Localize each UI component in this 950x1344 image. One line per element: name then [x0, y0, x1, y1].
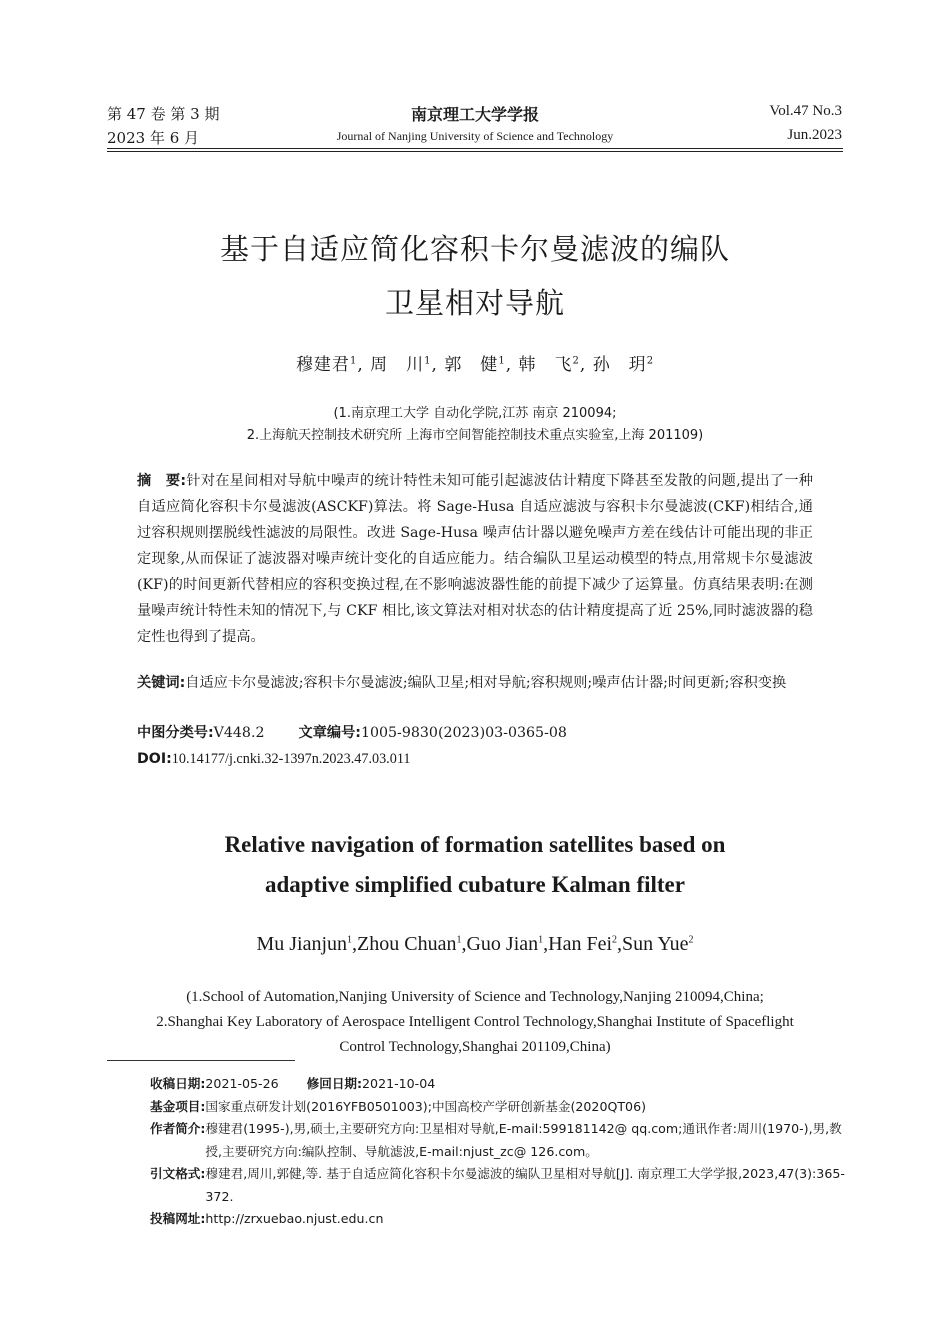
- author-en: Mu Jianjun$^1$,: [256, 933, 358, 955]
- citation-note: [150, 1163, 845, 1208]
- bio-note: [150, 1118, 845, 1163]
- revised-value: 2021-10-04: [362, 1076, 436, 1091]
- paper-title-en: [0, 825, 950, 905]
- abstract-cn: [137, 468, 813, 650]
- received-value: 2021-05-26: [205, 1076, 279, 1091]
- author-en: Guo Jian$^1$,: [466, 933, 549, 955]
- keywords-text: 自适应卡尔曼滤波;容积卡尔曼滤波;编队卫星;相对导航;容积规则;噪声估计器;时间更新;容积变换: [185, 675, 787, 691]
- bio-label: 作者简介:: [150, 1121, 206, 1136]
- header-date-cn: 2023 年 6 月: [107, 129, 200, 147]
- bio-value: 穆建君(1995-),男,硕士,主要研究方向:卫星相对导航,E-mail:599181142@ qq.com;通讯作者:周川(1970-),男,教授,主要研究方向:编队控制、导航滤波,E-mail:njust_zc@ 126.com。: [205, 1121, 842, 1159]
- author-cn: 孙 玥$^2$: [592, 355, 655, 375]
- affiliation-en-1: (1.School of Automation,Nanjing University of Science and Technology,Nanjing 210094,China;: [186, 989, 764, 1005]
- submission-url-label: 投稿网址:: [150, 1211, 206, 1226]
- submission-url-link[interactable]: http://zrxuebao.njust.edu.cn: [205, 1211, 384, 1226]
- submission-url-note: [150, 1208, 845, 1231]
- header-journal-cn: 南京理工大学学报: [410, 105, 539, 124]
- header-date-en: Jun.2023: [787, 127, 842, 143]
- clc-value: V448.2: [213, 725, 265, 741]
- footnote-rule: [107, 1060, 295, 1061]
- paper-title-cn: [0, 222, 950, 330]
- affiliations-cn: [0, 403, 950, 447]
- doi-value: 10.14177/j.cnki.32-1397n.2023.47.03.011: [171, 751, 411, 767]
- paper-title-cn-line1: 基于自适应简化容积卡尔曼滤波的编队: [219, 232, 730, 266]
- fund-label: 基金项目:: [150, 1098, 206, 1114]
- citation-value: 穆建君,周川,郭健,等. 基于自适应简化容积卡尔曼滤波的编队卫星相对导航[J]. 南京理工大学学报,2023,47(3):365-372.: [205, 1166, 845, 1204]
- classification-line: [137, 720, 813, 746]
- author-cn: 韩 飞$^2$,: [518, 355, 587, 375]
- header-volume-issue-en: Vol.47 No.3: [769, 103, 842, 119]
- author-en: Han Fei$^2$,: [548, 933, 623, 955]
- paper-title-en-line2: adaptive simplified cubature Kalman filter: [265, 872, 685, 897]
- article-number-label: 文章编号:: [298, 725, 361, 741]
- author-list-cn: [0, 350, 950, 375]
- affiliation-en-3: Control Technology,Shanghai 201109,China): [339, 1039, 611, 1055]
- affiliations-en: [0, 985, 950, 1060]
- author-cn: 穆建君$^1$,: [295, 355, 364, 375]
- keywords-cn: [137, 670, 813, 696]
- received-revised-note: [150, 1073, 845, 1096]
- received-label: 收稿日期:: [150, 1076, 206, 1091]
- footnotes: [150, 1073, 845, 1231]
- affiliation-cn-2: 2.上海航天控制技术研究所 上海市空间智能控制技术重点实验室,上海 201109): [246, 428, 704, 443]
- author-en: Zhou Chuan$^1$,: [357, 933, 467, 955]
- header-double-rule: [107, 148, 843, 152]
- affiliation-en-2: 2.Shanghai Key Laboratory of Aerospace Intelligent Control Technology,Shanghai Institute of Spaceflight: [156, 1014, 794, 1030]
- header-volume-issue-cn: 第 47 卷 第 3 期: [107, 105, 220, 123]
- clc-label: 中图分类号:: [137, 725, 214, 741]
- paper-title-cn-line2: 卫星相对导航: [384, 286, 565, 320]
- header-journal-en: Journal of Nanjing University of Science and Technology: [336, 129, 614, 143]
- affiliation-cn-1: (1.南京理工大学 自动化学院,江苏 南京 210094;: [333, 406, 617, 421]
- fund-value: 国家重点研发计划(2016YFB0501003);中国高校产学研创新基金(2020QT06): [205, 1098, 646, 1114]
- article-number-value: 1005-9830(2023)03-0365-08: [360, 725, 567, 741]
- paper-title-en-line1: Relative navigation of formation satellites based on: [224, 832, 726, 857]
- keywords-label: 关键词:: [137, 675, 186, 691]
- doi-line: [137, 746, 813, 772]
- author-en: Sun Yue$^2$: [622, 933, 694, 955]
- revised-label: 修回日期:: [306, 1076, 363, 1091]
- doi-label: DOI:: [137, 751, 172, 767]
- citation-label: 引文格式:: [150, 1166, 206, 1181]
- author-cn: 郭 健$^1$,: [444, 355, 513, 375]
- abstract-label: 摘 要:: [137, 473, 187, 489]
- author-cn: 周 川$^1$,: [370, 355, 438, 375]
- author-list-en: [0, 933, 950, 956]
- fund-note: [150, 1096, 845, 1119]
- abstract-text: 针对在星间相对导航中噪声的统计特性未知可能引起滤波估计精度下降甚至发散的问题,提出了一种自适应简化容积卡尔曼滤波(ASCKF)算法。将 Sage-Husa 自适应滤波与容积卡尔曼滤波(CKF)相结合,通过容积规则摆脱线性滤波的局限性。改进 Sage-Husa 噪声估计器以避免噪声方差在线估计可能出现的非正定现象,从而保证了滤波器对噪声统计变化的自适应能力。结合编队卫星运动模型的特点,用常规卡尔曼滤波(KF)的时间更新代替相应的容积变换过程,在不影响滤波器性能的前提下减少了运算量。仿真结果表明:在测量噪声统计特性未知的情况下,与 CKF 相比,该文算法对相对状态的估计精度提高了近 25%,同时滤波器的稳定性也得到了提高。: [137, 473, 813, 645]
